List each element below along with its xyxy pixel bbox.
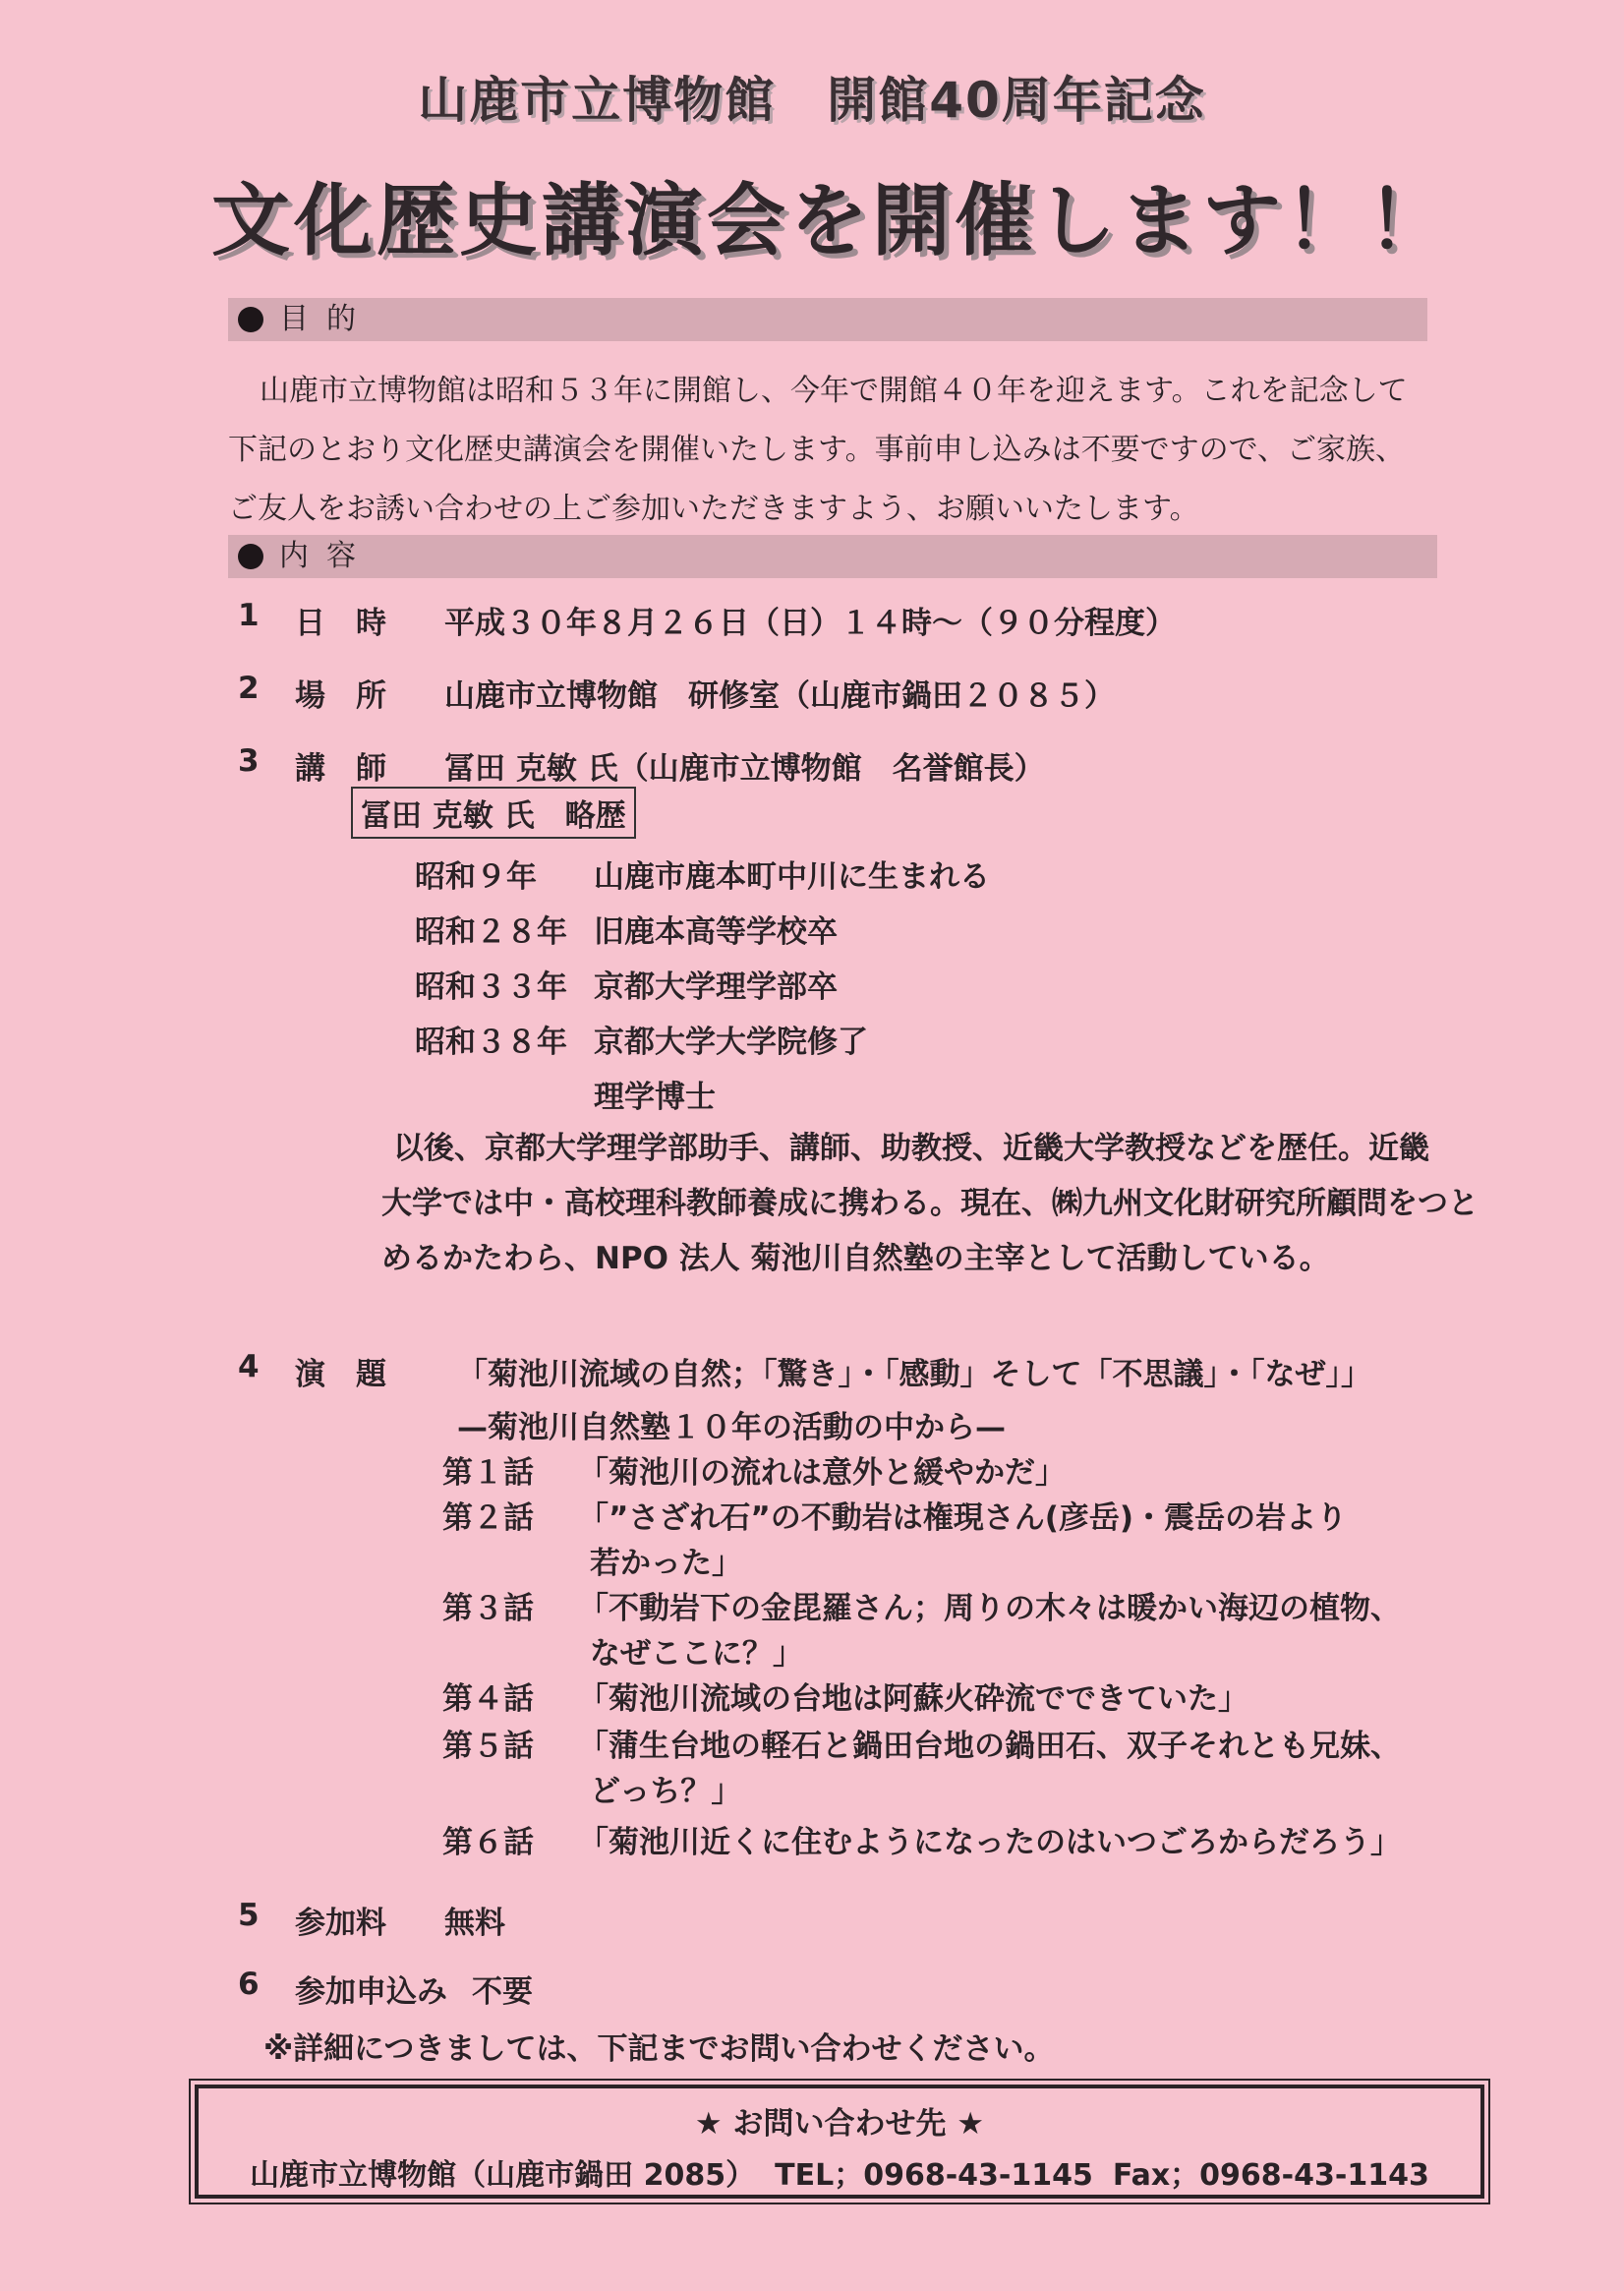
talk-number: 第３話 <box>442 1591 534 1626</box>
theme-subtitle: —菊池川自然塾１０年の活動の中から— <box>457 1410 1006 1445</box>
inquiry-note: ※詳細につきましては、下記までお問い合わせください。 <box>263 2031 1055 2067</box>
bio-year: 昭和３８年 <box>415 1025 567 1060</box>
purpose-line: ご友人をお誘い合わせの上ご参加いただきますよう、お願いいたします。 <box>228 492 1199 526</box>
contact-fax: Fax；0968-43-1143 <box>1112 2158 1429 2193</box>
item-number: 3 <box>238 743 260 779</box>
purpose-paragraph <box>228 362 1437 539</box>
item-number: 1 <box>238 598 260 633</box>
bullet-icon <box>238 544 263 569</box>
bio-text: 京都大学大学院修了 <box>594 1025 868 1060</box>
place-label: 場 所 <box>295 678 386 714</box>
section-header-contents <box>228 535 1437 578</box>
talk-number: 第６話 <box>442 1825 534 1860</box>
lecturer-value: 冨田 克敏 氏（山鹿市立博物館 名誉館長） <box>444 751 1045 787</box>
talk-number: 第５話 <box>442 1729 534 1764</box>
date-value: 平成３０年８月２６日（日）１４時～（９０分程度） <box>444 606 1176 641</box>
bio-text: 旧鹿本高等学校卒 <box>594 914 838 950</box>
item-number: 6 <box>238 1967 260 2002</box>
contact-tel: TEL；0968-43-1145 <box>775 2158 1093 2193</box>
talk-number: 第４話 <box>442 1681 534 1717</box>
fee-value: 無料 <box>444 1906 505 1941</box>
bio-text: 山鹿市鹿本町中川に生まれる <box>594 859 990 895</box>
talk-number: 第２話 <box>442 1500 534 1536</box>
talk-title-cont: 若かった」 <box>590 1546 742 1581</box>
bio-title: 冨田 克敏 氏 略歴 <box>351 787 636 839</box>
place-value: 山鹿市立博物館 研修室（山鹿市鍋田２０８５） <box>444 678 1115 714</box>
purpose-line: 下記のとおり文化歴史講演会を開催いたします。事前申し込みは不要ですので、ご家族、 <box>228 433 1405 467</box>
apply-value: 不要 <box>472 1974 533 2010</box>
date-label: 日 時 <box>295 606 386 641</box>
contact-details <box>199 2150 1480 2194</box>
bio-paragraph-line: 以後、京都大学理学部助手、講師、助教授、近畿大学教授などを歴任。近畿 <box>393 1131 1429 1166</box>
apply-label: 参加申込み <box>295 1974 447 2010</box>
section-header-purpose <box>228 298 1427 341</box>
section-label: 内容 <box>279 539 374 573</box>
section-label: 目的 <box>279 302 374 336</box>
talk-title: 「”さざれ石”の不動岩は権現さん(彦岳)・震岳の岩より <box>578 1500 1348 1536</box>
theme-title: 「菊池川流域の自然；「驚き」・「感動」そして「不思議」・「なぜ」」 <box>457 1357 1371 1392</box>
fee-label: 参加料 <box>295 1906 386 1941</box>
purpose-line: 山鹿市立博物館は昭和５３年に開館し、今年で開館４０年を迎えます。これを記念して <box>260 374 1408 408</box>
contact-box <box>195 2085 1484 2199</box>
theme-label: 演 題 <box>295 1357 386 1392</box>
item-number: 4 <box>238 1349 260 1384</box>
contact-org: 山鹿市立博物館（山鹿市鍋田 2085） <box>250 2158 756 2193</box>
bio-paragraph-line: めるかたわら、NPO 法人 菊池川自然塾の主宰として活動している。 <box>381 1241 1330 1276</box>
bio-text: 理学博士 <box>594 1080 716 1115</box>
bio-year: 昭和２８年 <box>415 914 567 950</box>
talk-title-cont: なぜここに？」 <box>590 1636 803 1672</box>
talk-title-cont: どっち？」 <box>590 1774 742 1809</box>
talk-title: 「不動岩下の金毘羅さん；周りの木々は暖かい海辺の植物、 <box>578 1591 1401 1626</box>
talk-number: 第１話 <box>442 1455 534 1491</box>
talk-title: 「菊池川流域の台地は阿蘇火砕流でできていた」 <box>578 1681 1248 1717</box>
item-number: 2 <box>238 671 260 706</box>
bullet-icon <box>238 307 263 332</box>
bio-text: 京都大学理学部卒 <box>594 969 838 1005</box>
talk-title: 「菊池川の流れは意外と緩やかだ」 <box>578 1455 1066 1491</box>
bio-year: 昭和９年 <box>415 859 537 895</box>
item-number: 5 <box>238 1898 260 1933</box>
event-subtitle: 山鹿市立博物館 開館40周年記念 <box>418 72 1206 129</box>
lecturer-label: 講 師 <box>295 751 386 787</box>
bio-year: 昭和３３年 <box>415 969 567 1005</box>
event-title: 文化歴史講演会を開催します！！ <box>211 175 1450 266</box>
talk-title: 「菊池川近くに住むようになったのはいつごろからだろう」 <box>578 1825 1401 1860</box>
bio-paragraph-line: 大学では中・高校理科教師養成に携わる。現在、㈱九州文化財研究所顧問をつと <box>381 1186 1479 1221</box>
talk-title: 「蒲生台地の軽石と鍋田台地の鍋田石、双子それとも兄妹、 <box>578 1729 1401 1764</box>
contact-heading: ★ お問い合わせ先 ★ <box>694 2106 985 2142</box>
